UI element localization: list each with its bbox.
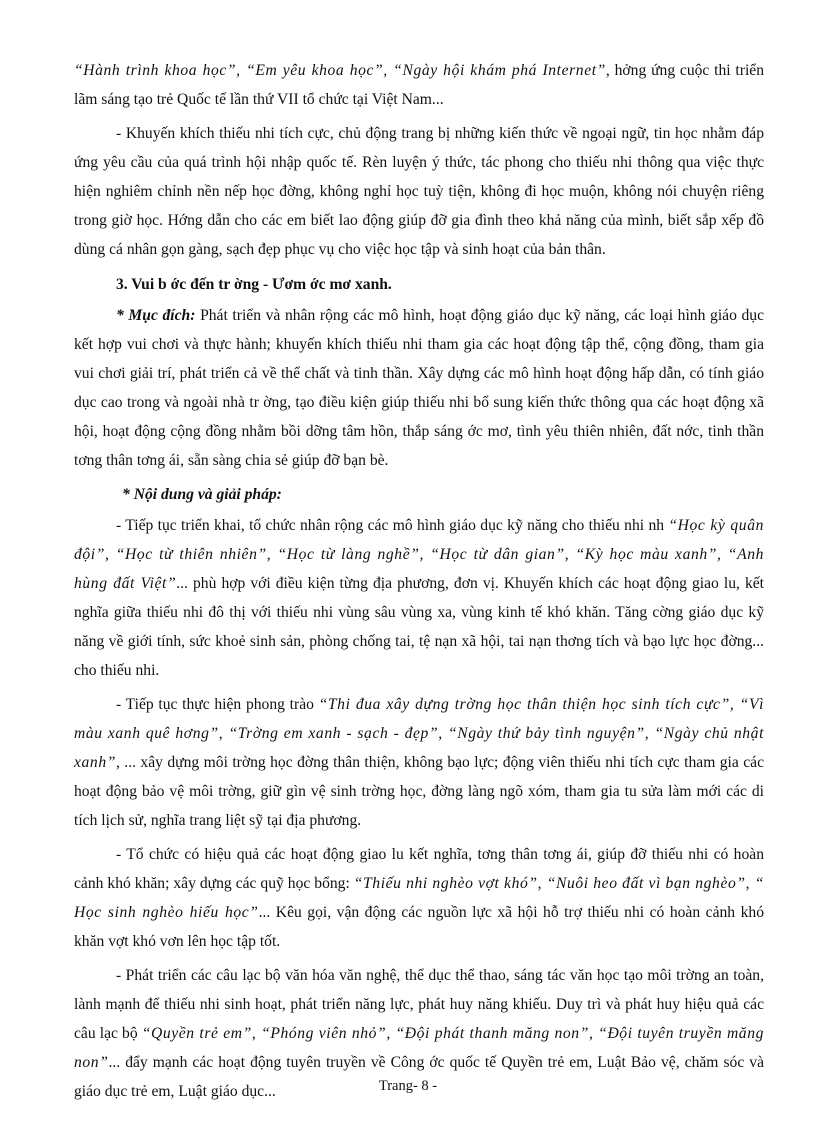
paragraph-text: ... phù hợp với điều kiện từng địa phương, đơn vị. Khuyến khích các hoạt động giao lu, kết nghĩa giữa thiếu nhi đô thị với thiếu nhi vùng sâu vùng xa, vùng kinh tế khó khăn. Tăng cờng giáo dục kỹ năng về giới tính, sức khoẻ sinh sản, phòng chống tai, tệ nạn xã hội, tai nạn thơng tích và bạo lực học đờng... cho thiếu nhi. bbox=[74, 575, 764, 679]
paragraph-continuation bbox=[74, 56, 764, 114]
paragraph-text: , ... xây dựng môi trờng học đờng thân thiện, không bạo lực; động viên thiếu nhi tích cực tham gia các hoạt động bảo vệ môi trờng, giữ gìn vệ sinh trờng học, đờng làng ngõ xóm, tham gia tu sửa làm mới các di tích lịch sử, nghĩa trang liệt sỹ tại địa phương. bbox=[74, 754, 764, 829]
paragraph-text: Phát triển và nhân rộng các mô hình, hoạt động giáo dục kỹ năng, các loại hình giáo dục kết hợp vui chơi và thực hành; khuyến khích thiếu nhi tham gia các hoạt động tập thể, cộng đồng, tham gia vui chơi giải trí, phát triển cả về thể chất và tinh thần. Xây dựng các mô hình hoạt động hấp dẫn, có tính giáo dục cao trong và ngoài nhà tr ờng, tạo điều kiện giúp thiếu nhi bổ sung kiến thức thông qua các hoạt động xã hội, hoạt động cộng đồng nhằm bồi dỡng tâm hồn, thắp sáng ớc mơ, tình yêu thiên nhiên, đất nớc, tinh thần tơng thân tơng ái, sẵn sàng chia sẻ giúp đỡ bạn bè. bbox=[74, 307, 765, 469]
subheading-content-solutions: * Nội dung và giải pháp: bbox=[122, 486, 282, 503]
paragraph-text: - Tiếp tục triển khai, tổ chức nhân rộng các mô hình giáo dục kỹ năng cho thiếu nhi nh bbox=[116, 517, 669, 534]
paragraph-text: - Tổ chức có hiệu quả các hoạt động giao lu kết nghĩa, tơng thân tơng ái, giúp đỡ thiếu nhi có hoàn cảnh khó khăn; xây dựng các quỹ học bổng: bbox=[74, 846, 764, 892]
paragraph-emulation-movement bbox=[74, 690, 764, 835]
document-body bbox=[74, 56, 764, 1111]
paragraph-purpose bbox=[74, 301, 764, 475]
quoted-program-names: “Hành trình khoa học”, “Em yêu khoa học”, “Ngày hội khám phá Internet” bbox=[74, 62, 606, 79]
paragraph-scholarships bbox=[74, 840, 764, 956]
paragraph-text: ... đẩy mạnh các hoạt động tuyên truyền về Công ớc quốc tế Quyền trẻ em, Luật Bảo vệ, chăm sóc và giáo dục trẻ em, Luật giáo dục... bbox=[74, 1054, 764, 1100]
page-number-footer: Trang- 8 - bbox=[378, 1078, 438, 1094]
paragraph-text: ... Kêu gọi, vận động các nguồn lực xã hội hỗ trợ thiếu nhi có hoàn cảnh khó khăn vợt khó vơn lên học tập tốt. bbox=[74, 904, 764, 950]
paragraph-foreign-language: - Khuyến khích thiếu nhi tích cực, chủ động trang bị những kiến thức về ngoại ngữ, tin học nhằm đáp ứng yêu cầu của quá trình hội nhập quốc tế. Rèn luyện ý thức, tác phong cho thiếu nhi thông qua việc thực hiện nghiêm chỉnh nền nếp học đờng, không nghỉ học tuỳ tiện, không đi học muộn, không nói chuyện riêng trong giờ học. Hớng dẫn cho các em biết lao động giúp đỡ gia đình theo khả năng của mình, biết sắp xếp đồ dùng cá nhân gọn gàng, sạch đẹp phục vụ cho việc học tập và sinh hoạt của bản thân. bbox=[74, 125, 764, 258]
quoted-program-names: “Học kỳ quân đội”, “Học từ thiên nhiên”, “Học từ làng nghề”, “Học từ dân gian”, “Kỳ học màu xanh”, “Anh hùng đất Việt” bbox=[74, 517, 764, 592]
quoted-program-names: “Quyền trẻ em”, “Phóng viên nhỏ”, “Đội phát thanh măng non”, “Đội tuyên truyền măng non” bbox=[74, 1025, 764, 1071]
section-heading: 3. Vui b ớc đến tr ờng - Ươm ớc mơ xanh. bbox=[116, 276, 392, 293]
purpose-label: * Mục đích: bbox=[116, 307, 196, 324]
quoted-program-names: “Thiếu nhi nghèo vợt khó”, “Nuôi heo đất vì bạn nghèo”, “ Học sinh nghèo hiếu học” bbox=[74, 875, 764, 921]
paragraph-text: - Tiếp tục thực hiện phong trào bbox=[116, 696, 319, 713]
paragraph-text: - Phát triển các câu lạc bộ văn hóa văn nghệ, thể dục thể thao, sáng tác văn học tạo môi trờng an toàn, lành mạnh để thiếu nhi sinh hoạt, phát triển năng lực, phát huy năng khiếu. Duy trì và phát huy hiệu quả các câu lạc bộ bbox=[74, 967, 764, 1042]
paragraph-skills-models bbox=[74, 511, 764, 685]
paragraph-text: , hởng ứng cuộc thi triển lãm sáng tạo trẻ Quốc tế lần thứ VII tổ chức tại Việt Nam... bbox=[74, 62, 764, 108]
quoted-program-names: “Thi đua xây dựng trờng học thân thiện học sinh tích cực”, “Vì màu xanh quê hơng”, “Trờng em xanh - sạch - đẹp”, “Ngày thứ bảy tình nguyện”, “Ngày chủ nhật xanh” bbox=[74, 696, 764, 771]
